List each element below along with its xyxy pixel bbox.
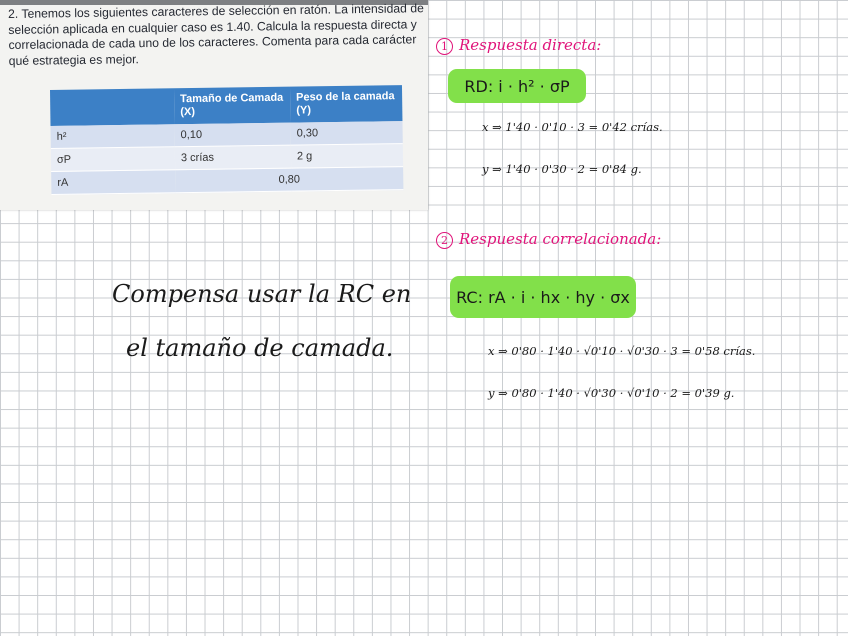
row-label-ra: rA [51, 170, 175, 195]
cell-ra-value: 0,80 [175, 167, 403, 193]
cell-sigma-x: 3 crías [175, 145, 291, 170]
formula-rd: RD: i · h² · σP [464, 76, 570, 96]
data-table [50, 85, 403, 195]
correlated-response-title: Respuesta correlacionada: [459, 230, 662, 248]
formula-rc-highlight [450, 276, 636, 318]
section-number-2: 2 [436, 232, 453, 249]
table-header-x: Tamaño de Camada (X) [174, 87, 291, 125]
direct-y-calculation: y ⇒ 1'40 · 0'30 · 2 = 0'84 g. [482, 162, 642, 176]
correlated-response-heading [436, 230, 661, 249]
comment-line-2: el tamaño de camada. [126, 334, 394, 362]
formula-rc: RC: rA · i · hx · hy · σx [456, 287, 630, 307]
cell-sigma-y: 2 g [291, 144, 403, 169]
exercise-statement: 2. Tenemos los siguientes caracteres de selección en ratón. La intensidad de selección aplicada en cualquier caso es 1.40. Calcula la respuesta directa y correlacionada de cada uno de los caracteres. Comenta para cada carácter qué estrategia es mejor. [8, 1, 424, 68]
row-label-sigma: σP [51, 147, 175, 172]
exercise-photo [0, 0, 428, 210]
table-row [51, 167, 403, 195]
correlated-y-calculation: y ⇒ 0'80 · 1'40 · √0'30 · √0'10 · 2 = 0'39 g. [488, 386, 735, 400]
row-label-h2: h² [51, 124, 175, 148]
cell-h2-y: 0,30 [290, 121, 402, 145]
direct-x-calculation: x ⇒ 1'40 · 0'10 · 3 = 0'42 crías. [482, 120, 663, 134]
correlated-x-calculation: x ⇒ 0'80 · 1'40 · √0'10 · √0'30 · 3 = 0'58 crías. [488, 344, 756, 358]
table-header-empty [50, 88, 174, 126]
direct-response-heading [436, 36, 601, 55]
comment-line-1: Compensa usar la RC en [112, 280, 412, 308]
formula-rd-highlight [448, 69, 586, 103]
direct-response-title: Respuesta directa: [459, 36, 602, 54]
cell-h2-x: 0,10 [174, 123, 290, 147]
table-header-y: Peso de la camada (Y) [290, 85, 402, 123]
section-number-1: 1 [436, 38, 453, 55]
